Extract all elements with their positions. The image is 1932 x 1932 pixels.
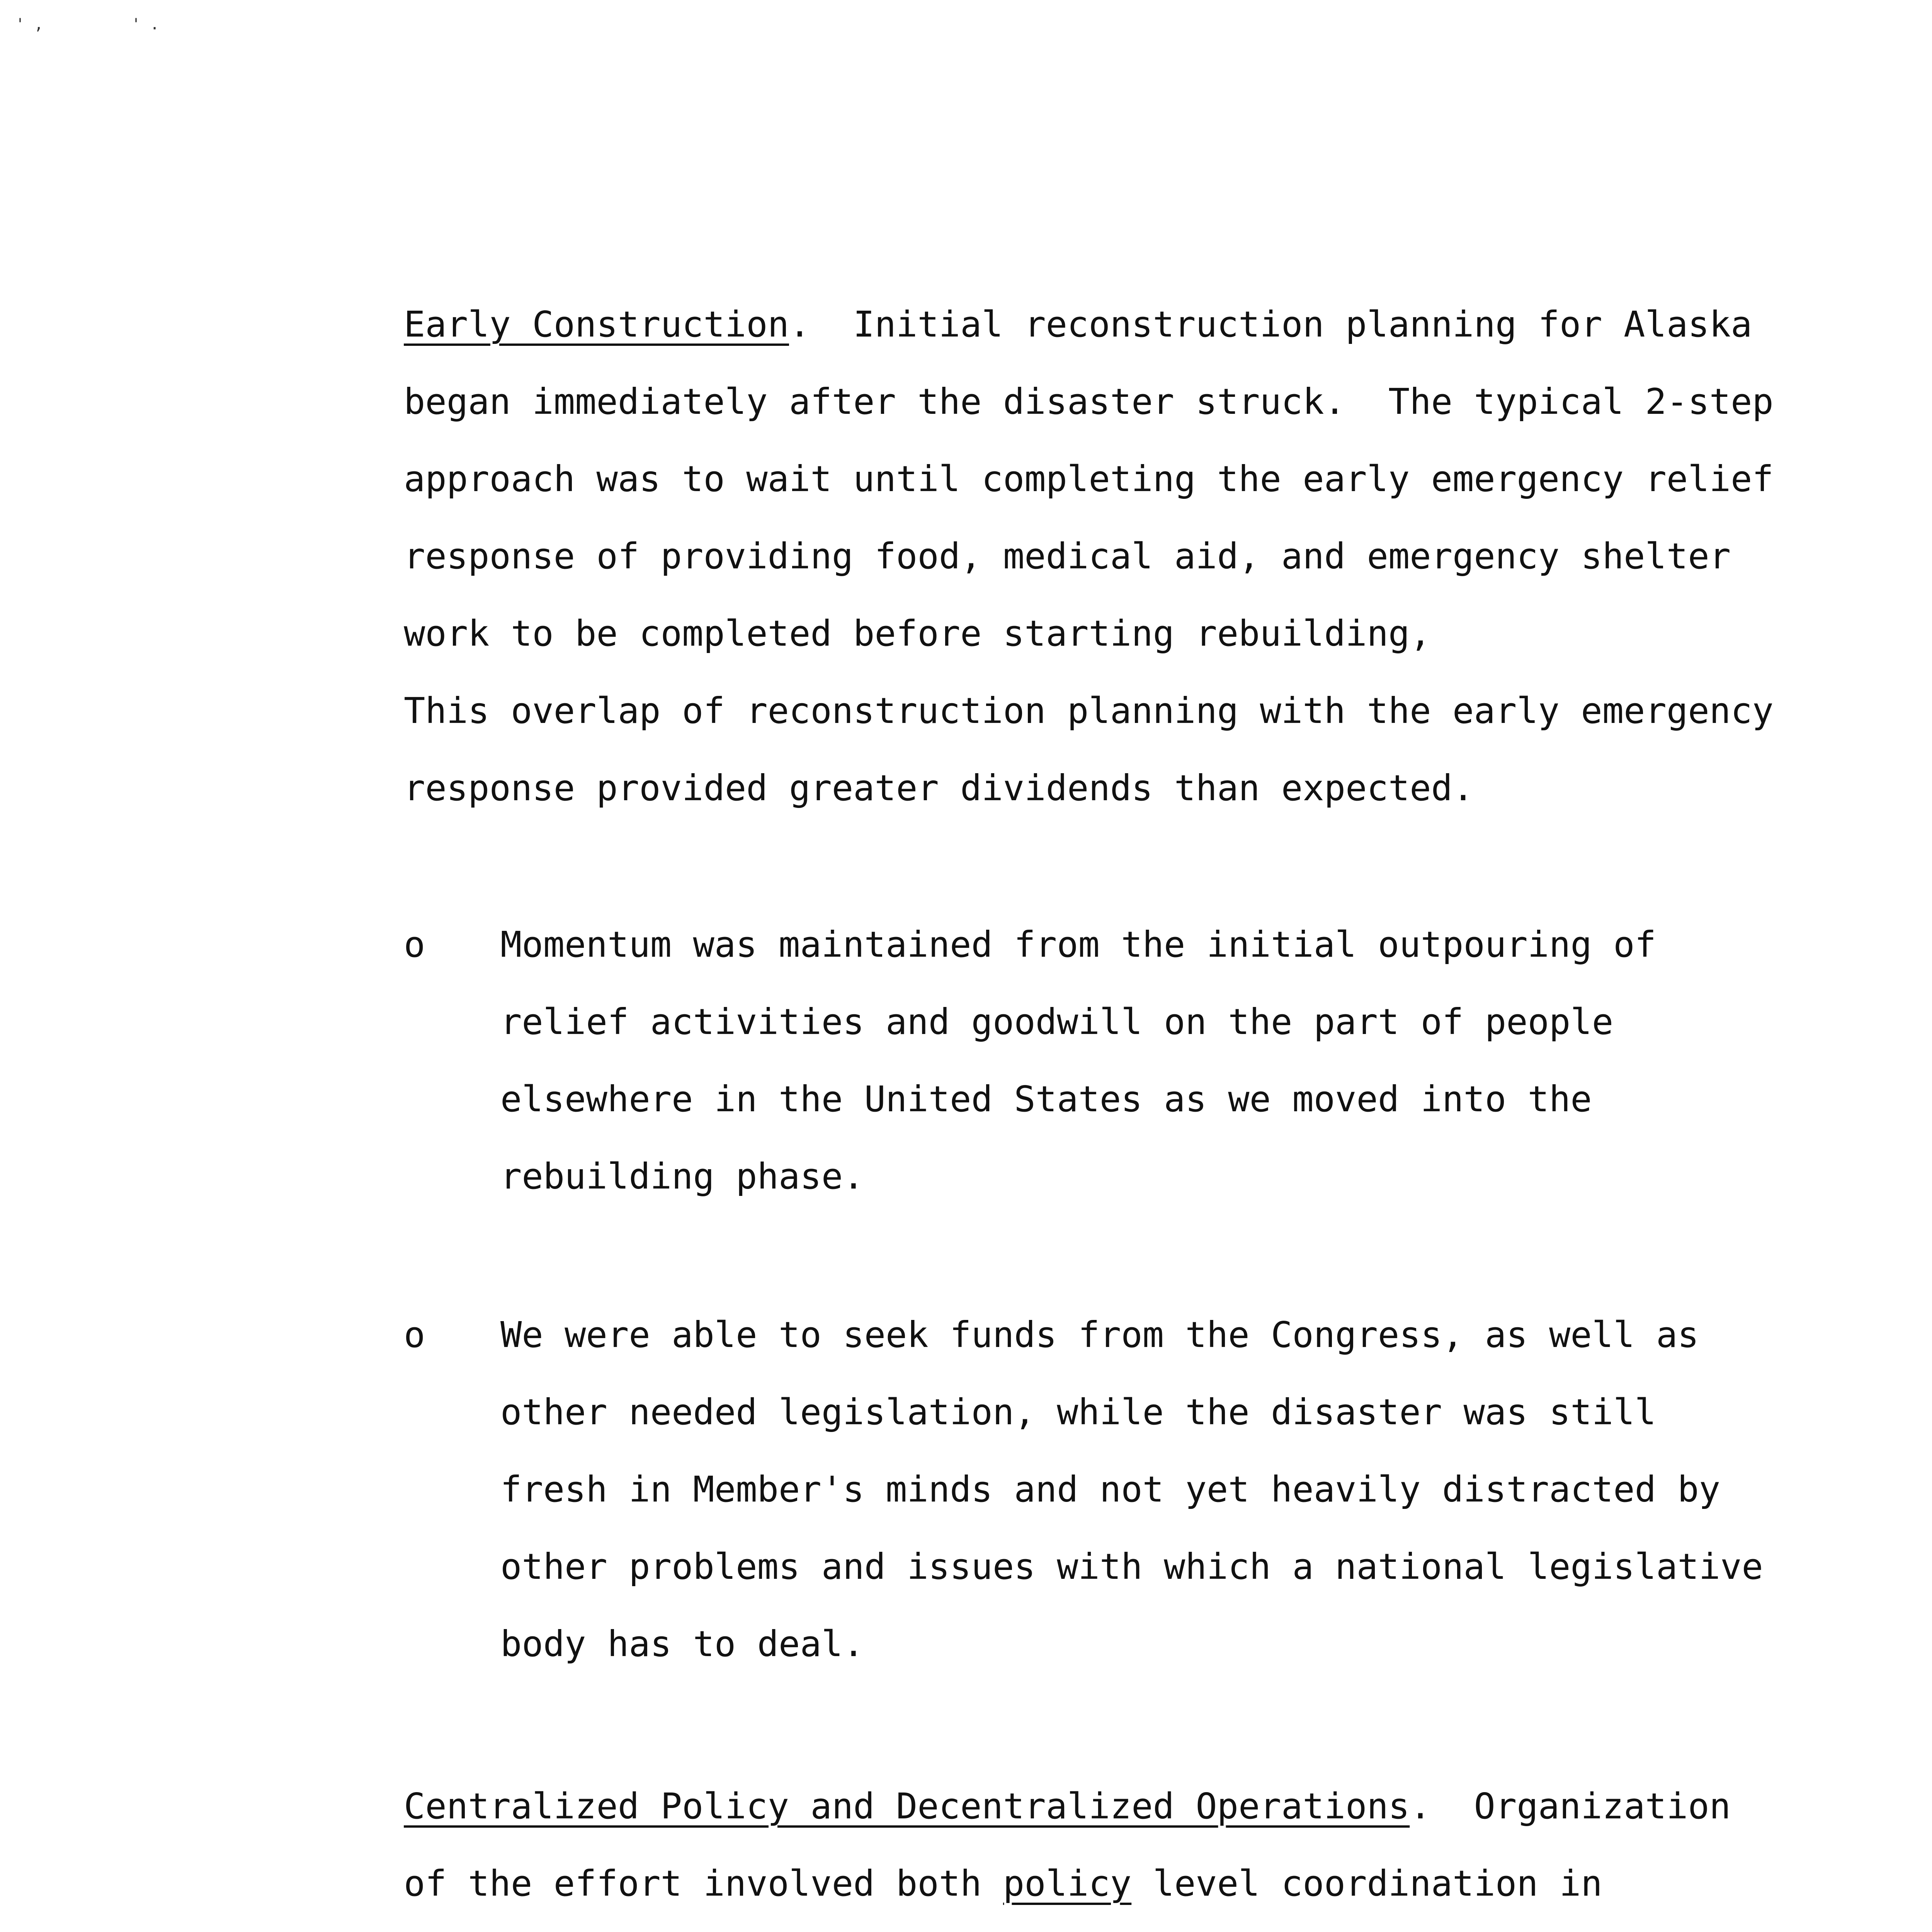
- para1-line-1: Early Construction. Initial reconstruction planning for Alaska: [404, 304, 1752, 345]
- para2-line-2: of the effort involved both policy level coordination in: [404, 1863, 1602, 1904]
- para2-line-1: Centralized Policy and Decentralized Operations. Organization: [404, 1786, 1731, 1827]
- bullet-2-line-2: other needed legislation, while the disaster was still: [500, 1391, 1656, 1433]
- bullet-2-line-5: body has to deal.: [500, 1623, 864, 1665]
- policy-underlined: policy: [1003, 1863, 1132, 1904]
- bullet-2-line-4: other problems and issues with which a national legislative: [500, 1546, 1763, 1587]
- bullet-2-line-1: We were able to seek funds from the Congress, as well as: [500, 1314, 1699, 1355]
- para1-line-3: approach was to wait until completing the early emergency relief: [404, 458, 1774, 500]
- para1-heading: Early Construction: [404, 304, 789, 345]
- para1-line-5: work to be completed before starting rebuilding,: [404, 613, 1431, 654]
- scan-mark-right: ' .: [131, 15, 160, 33]
- para1-line-7: response provided greater dividends than expected.: [404, 767, 1474, 809]
- para1-line-6: This overlap of reconstruction planning with the early emergency: [404, 690, 1774, 731]
- para1-line-2: began immediately after the disaster struck. The typical 2-step: [404, 381, 1774, 422]
- bullet-1-line-2: relief activities and goodwill on the part of people: [500, 1001, 1614, 1043]
- bullet-1-line-4: rebuilding phase.: [500, 1156, 864, 1197]
- bullet-2-marker: o: [404, 1314, 425, 1355]
- bullet-1-marker: o: [404, 924, 425, 965]
- scan-mark-left: ' ,: [15, 15, 44, 33]
- bullet-2-line-3: fresh in Member's minds and not yet heavily distracted by: [500, 1469, 1721, 1510]
- bullet-1-line-1: Momentum was maintained from the initial outpouring of: [500, 924, 1656, 965]
- bullet-1-line-3: elsewhere in the United States as we moved into the: [500, 1078, 1592, 1120]
- para2-heading: Centralized Policy and Decentralized Operations: [404, 1786, 1410, 1827]
- para1-line-4: response of providing food, medical aid, and emergency shelter: [404, 536, 1731, 577]
